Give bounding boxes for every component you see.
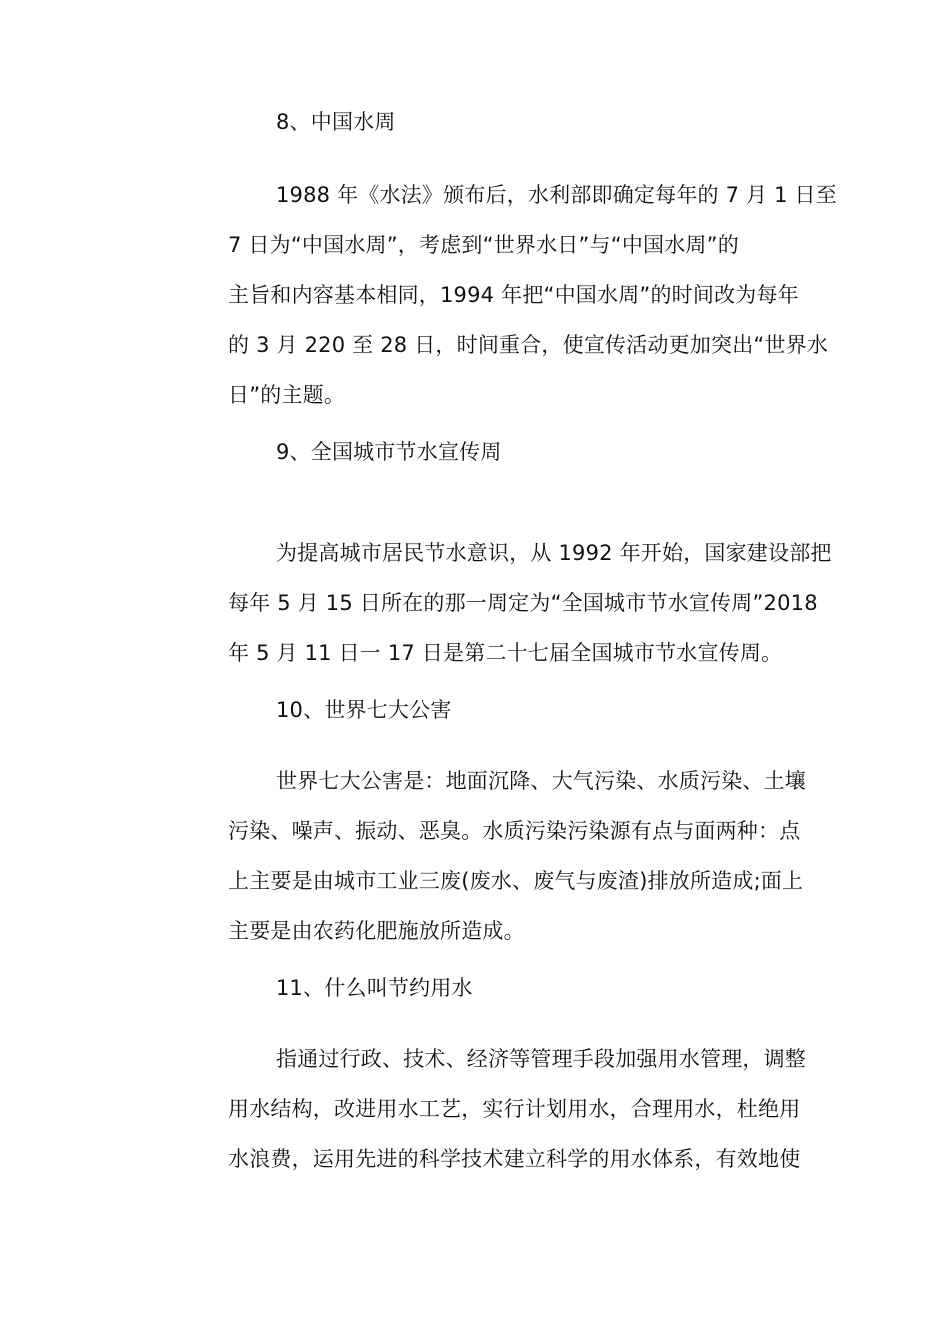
section-9-body-line-3: 年 5 月 11 日一 17 日是第二十七届全国城市节水宣传周。 [228,641,783,665]
section-8-body-line-3: 主旨和内容基本相同，1994 年把“中国水周”的时间改为每年 [228,283,799,307]
section-8-body-line-4: 的 3 月 220 至 28 日，时间重合，使宣传活动更加突出“世界水 [228,333,829,357]
section-8-heading: 8、中国水周 [276,110,396,134]
section-8-body-line-5: 日”的主题。 [228,383,346,407]
section-9-heading: 9、全国城市节水宣传周 [276,440,502,464]
section-11-heading: 11、什么叫节约用水 [276,976,473,1000]
section-8-body-line-2: 7 日为“中国水周”，考虑到“世界水日”与“中国水周”的 [228,233,739,257]
section-10-heading: 10、世界七大公害 [276,698,452,722]
section-11-body-line-3: 水浪费，运用先进的科学技术建立科学的用水体系，有效地使 [228,1147,801,1171]
section-10-body-line-4: 主要是由农药化肥施放所造成。 [228,919,525,943]
section-8-body-line-1: 1988 年《水法》颁布后，水利部即确定每年的 7 月 1 日至 [276,183,837,207]
section-9-body-line-2: 每年 5 月 15 日所在的那一周定为“全国城市节水宣传周”2018 [228,591,818,615]
section-9-body-line-1: 为提高城市居民节水意识，从 1992 年开始，国家建设部把 [276,541,832,565]
section-10-body-line-3: 上主要是由城市工业三废(废水、废气与废渣)排放所造成;面上 [228,869,804,893]
section-11-body-line-1: 指通过行政、技术、经济等管理手段加强用水管理，调整 [276,1047,806,1071]
section-10-body-line-1: 世界七大公害是：地面沉降、大气污染、水质污染、土壤 [276,769,806,793]
section-11-body-line-2: 用水结构，改进用水工艺，实行计划用水，合理用水，杜绝用 [228,1097,801,1121]
section-10-body-line-2: 污染、噪声、振动、恶臭。水质污染污染源有点与面两种：点 [228,819,801,843]
